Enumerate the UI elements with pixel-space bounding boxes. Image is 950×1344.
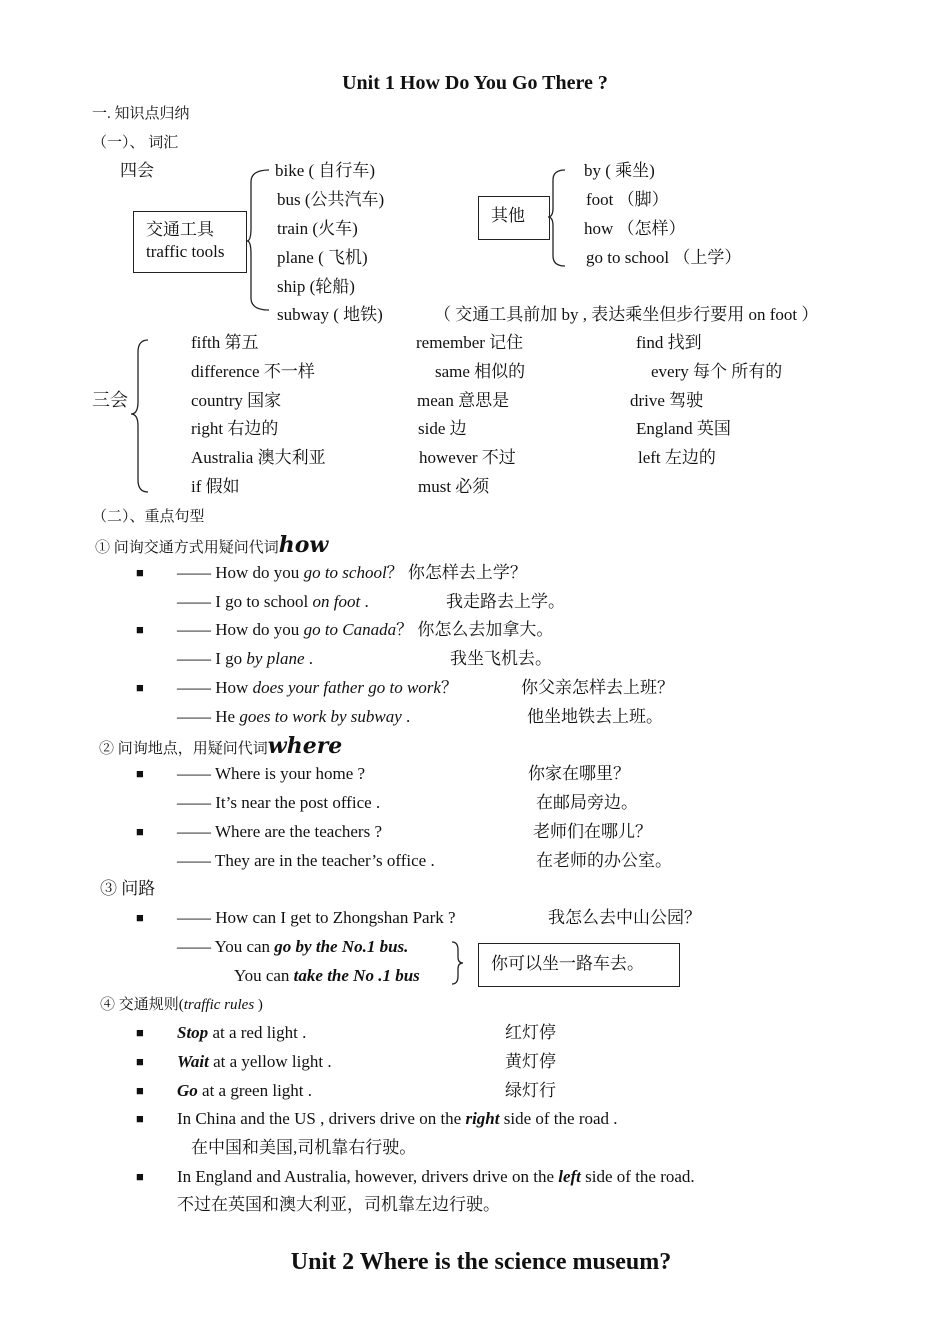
translation: 他坐地铁去上班。 bbox=[527, 707, 663, 726]
vehicle-item: bike ( 自行车) bbox=[275, 161, 376, 180]
vocab-word: mean 意思是 bbox=[417, 391, 510, 410]
translation: 我坐飞机去。 bbox=[450, 649, 552, 668]
translation: 不过在英国和澳大利亚，司机靠左边行驶。 bbox=[177, 1195, 500, 1214]
bullet: ■ bbox=[136, 1169, 144, 1184]
vocab-word: same 相似的 bbox=[435, 362, 526, 381]
answer-translation: 你可以坐一路车去。 bbox=[491, 954, 644, 973]
sihui-label: 四会 bbox=[120, 161, 154, 180]
bullet: ■ bbox=[136, 1025, 144, 1040]
vocab-word: difference 不一样 bbox=[191, 362, 315, 381]
pattern-label: ② 问询地点，用疑问代词where bbox=[99, 733, 343, 759]
unit2-title: Unit 2 Where is the science museum? bbox=[290, 1249, 672, 1275]
bullet: ■ bbox=[136, 565, 144, 580]
other-item: go to school （上学） bbox=[586, 248, 742, 267]
sentence: —— He goes to work by subway . bbox=[177, 707, 411, 726]
vocab-word: remember 记住 bbox=[416, 333, 524, 352]
sentence: —— Where is your home ? bbox=[177, 764, 366, 783]
translation: 你家在哪里？ bbox=[528, 764, 630, 783]
sentence: —— How does your father go to work？ bbox=[177, 678, 458, 697]
translation: 我走路去上学。 bbox=[446, 592, 565, 611]
vehicle-item: plane ( 飞机) bbox=[277, 248, 368, 267]
rule: Wait at a yellow light . bbox=[177, 1052, 332, 1071]
translation: 绿灯行 bbox=[505, 1081, 556, 1100]
bullet: ■ bbox=[136, 1054, 144, 1069]
vocab-word: side 边 bbox=[418, 419, 467, 438]
other-item: foot （脚） bbox=[586, 190, 669, 209]
answer-box bbox=[478, 943, 680, 987]
vocab-word: right 右边的 bbox=[191, 419, 279, 438]
sentence: —— They are in the teacher’s office . bbox=[177, 851, 435, 870]
bullet: ■ bbox=[136, 824, 144, 839]
vehicles-brace bbox=[247, 168, 273, 314]
sentence: —— How can I get to Zhongshan Park ? bbox=[177, 908, 456, 927]
sentence: —— You can go by the No.1 bus. bbox=[177, 937, 409, 956]
vocab-word: left 左边的 bbox=[638, 448, 716, 467]
vocab-word: fifth 第五 bbox=[191, 333, 259, 352]
section-heading: 一. 知识点归纳 bbox=[92, 106, 190, 122]
traffic-tools-cn: 交通工具 bbox=[146, 220, 214, 239]
vocab-word: must 必须 bbox=[418, 477, 490, 496]
rule: Go at a green light . bbox=[177, 1081, 313, 1100]
bullet: ■ bbox=[136, 910, 144, 925]
vocab-word: however 不过 bbox=[419, 448, 516, 467]
subsection-heading: （一）、 词汇 bbox=[92, 135, 179, 151]
pattern-label: ① 问询交通方式用疑问代词how bbox=[95, 532, 329, 558]
sanhui-brace bbox=[130, 338, 152, 494]
bullet: ■ bbox=[136, 766, 144, 781]
bullet: ■ bbox=[136, 622, 144, 637]
sentence: —— I go by plane . bbox=[177, 649, 313, 668]
sentence: —— It’s near the post office . bbox=[177, 793, 381, 812]
vehicle-item: bus (公共汽车) bbox=[277, 190, 385, 209]
sentence: —— I go to school on foot . bbox=[177, 592, 369, 611]
vocab-word: Australia 澳大利亚 bbox=[191, 448, 326, 467]
vehicle-item: subway ( 地铁) bbox=[277, 305, 383, 324]
sentence: —— How do you go to Canada？ 你怎么去加拿大。 bbox=[177, 620, 554, 639]
sentence: You can take the No .1 bus bbox=[234, 966, 420, 985]
vocab-word: country 国家 bbox=[191, 391, 282, 410]
where-word: where bbox=[267, 733, 343, 759]
sentence: —— Where are the teachers ? bbox=[177, 822, 382, 841]
rule: In China and the US , drivers drive on the right side of the road . bbox=[177, 1109, 618, 1128]
vehicle-item: train (火车) bbox=[277, 219, 358, 238]
other-box bbox=[478, 196, 550, 240]
other-label: 其他 bbox=[491, 206, 525, 225]
subsection-heading: （二）、重点句型 bbox=[92, 509, 205, 525]
vocab-word: find 找到 bbox=[636, 333, 702, 352]
how-word: how bbox=[278, 532, 329, 558]
vocab-word: England 英国 bbox=[636, 419, 731, 438]
sanhui-label: 三会 bbox=[92, 390, 128, 410]
translation: 在老师的办公室。 bbox=[536, 851, 672, 870]
translation: 老师们在哪儿？ bbox=[533, 822, 652, 841]
others-brace bbox=[548, 168, 568, 268]
bullet: ■ bbox=[136, 1083, 144, 1098]
page-title: Unit 1 How Do You Go There ? bbox=[342, 72, 608, 94]
other-item: how （怎样） bbox=[584, 219, 686, 238]
rule: Stop at a red light . bbox=[177, 1023, 307, 1042]
bullet: ■ bbox=[136, 680, 144, 695]
sentence: —— How do you go to school？ 你怎样去上学？ bbox=[177, 563, 527, 582]
pattern-label: ④ 交通规则(traffic rules ) bbox=[100, 997, 263, 1013]
translation: 红灯停 bbox=[505, 1023, 556, 1042]
translation: 我怎么去中山公园？ bbox=[548, 908, 701, 927]
answer-brace bbox=[451, 940, 465, 986]
vocab-word: if 假如 bbox=[191, 477, 240, 496]
translation: 黄灯停 bbox=[505, 1052, 556, 1071]
translation: 在邮局旁边。 bbox=[536, 793, 638, 812]
traffic-tools-box bbox=[133, 211, 247, 273]
vocab-word: every 每个 所有的 bbox=[651, 362, 783, 381]
translation: 在中国和美国,司机靠右行驶。 bbox=[191, 1138, 417, 1157]
pattern-label: ③ 问路 bbox=[100, 879, 156, 898]
vocab-word: drive 驾驶 bbox=[630, 391, 704, 410]
vehicle-item: ship (轮船) bbox=[277, 277, 355, 296]
translation: 你父亲怎样去上班？ bbox=[521, 678, 674, 697]
rule: In England and Australia, however, drivers drive on the left side of the road. bbox=[177, 1167, 695, 1186]
vehicle-note: （ 交通工具前加 by , 表达乘坐但步行要用 on foot ） bbox=[434, 305, 819, 324]
traffic-tools-en: traffic tools bbox=[146, 242, 225, 261]
other-item: by ( 乘坐) bbox=[584, 161, 655, 180]
bullet: ■ bbox=[136, 1111, 144, 1126]
